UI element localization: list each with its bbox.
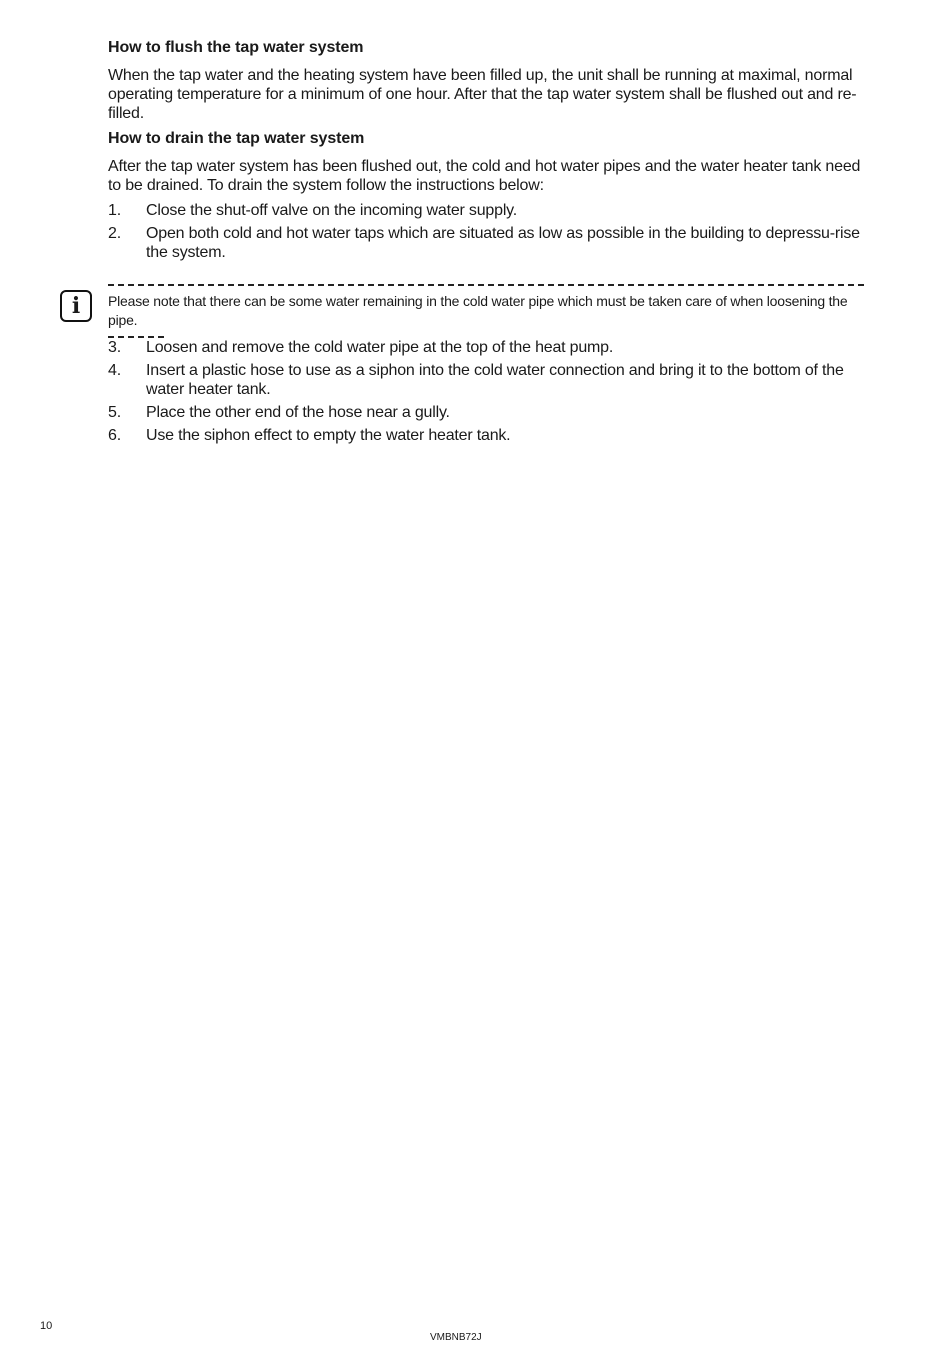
info-icon: i — [60, 290, 92, 322]
section-heading-flush: How to flush the tap water system — [108, 39, 364, 56]
steps-list-after-note — [108, 338, 872, 445]
step-number: 6. — [108, 427, 121, 444]
note-divider-top — [108, 284, 864, 286]
info-note — [71, 276, 872, 338]
step-text: Close the shut-off valve on the incoming water supply. — [146, 202, 518, 219]
list-item — [108, 338, 872, 357]
step-number: 1. — [108, 202, 121, 219]
step-text: Insert a plastic hose to use as a siphon into the cold water connection and bring it to the bottom of the water heater tank. — [146, 362, 844, 398]
page-number: 10 — [40, 1320, 53, 1332]
page-content — [71, 38, 872, 449]
step-number: 3. — [108, 339, 121, 356]
drain-paragraph: After the tap water system has been flushed out, the cold and hot water pipes and the water heater tank need to be drained. To drain the system follow the instructions below: — [108, 158, 861, 194]
note-text: Please note that there can be some water remaining in the cold water pipe which must be taken care of when loosening the pipe. — [108, 293, 848, 328]
flush-paragraph: When the tap water and the heating system have been filled up, the unit shall be running at maximal, normal operating temperature for a minimum of one hour. After that the tap water system shall be flushed out and re-filled. — [108, 67, 857, 122]
list-item — [108, 403, 872, 422]
step-text: Open both cold and hot water taps which are situated as low as possible in the building to depressu-rise the system. — [146, 225, 860, 261]
step-text: Use the siphon effect to empty the water heater tank. — [146, 427, 511, 444]
list-item — [108, 224, 872, 262]
list-item — [108, 201, 872, 220]
list-item — [108, 361, 872, 399]
steps-list-before-note — [108, 201, 872, 262]
step-number: 2. — [108, 225, 121, 242]
step-number: 4. — [108, 362, 121, 379]
document-code: VMBNB72J — [430, 1332, 482, 1343]
step-number: 5. — [108, 404, 121, 421]
section-heading-drain: How to drain the tap water system — [108, 130, 365, 147]
list-item — [108, 426, 872, 445]
step-text: Loosen and remove the cold water pipe at the top of the heat pump. — [146, 339, 614, 356]
step-text: Place the other end of the hose near a gully. — [146, 404, 450, 421]
